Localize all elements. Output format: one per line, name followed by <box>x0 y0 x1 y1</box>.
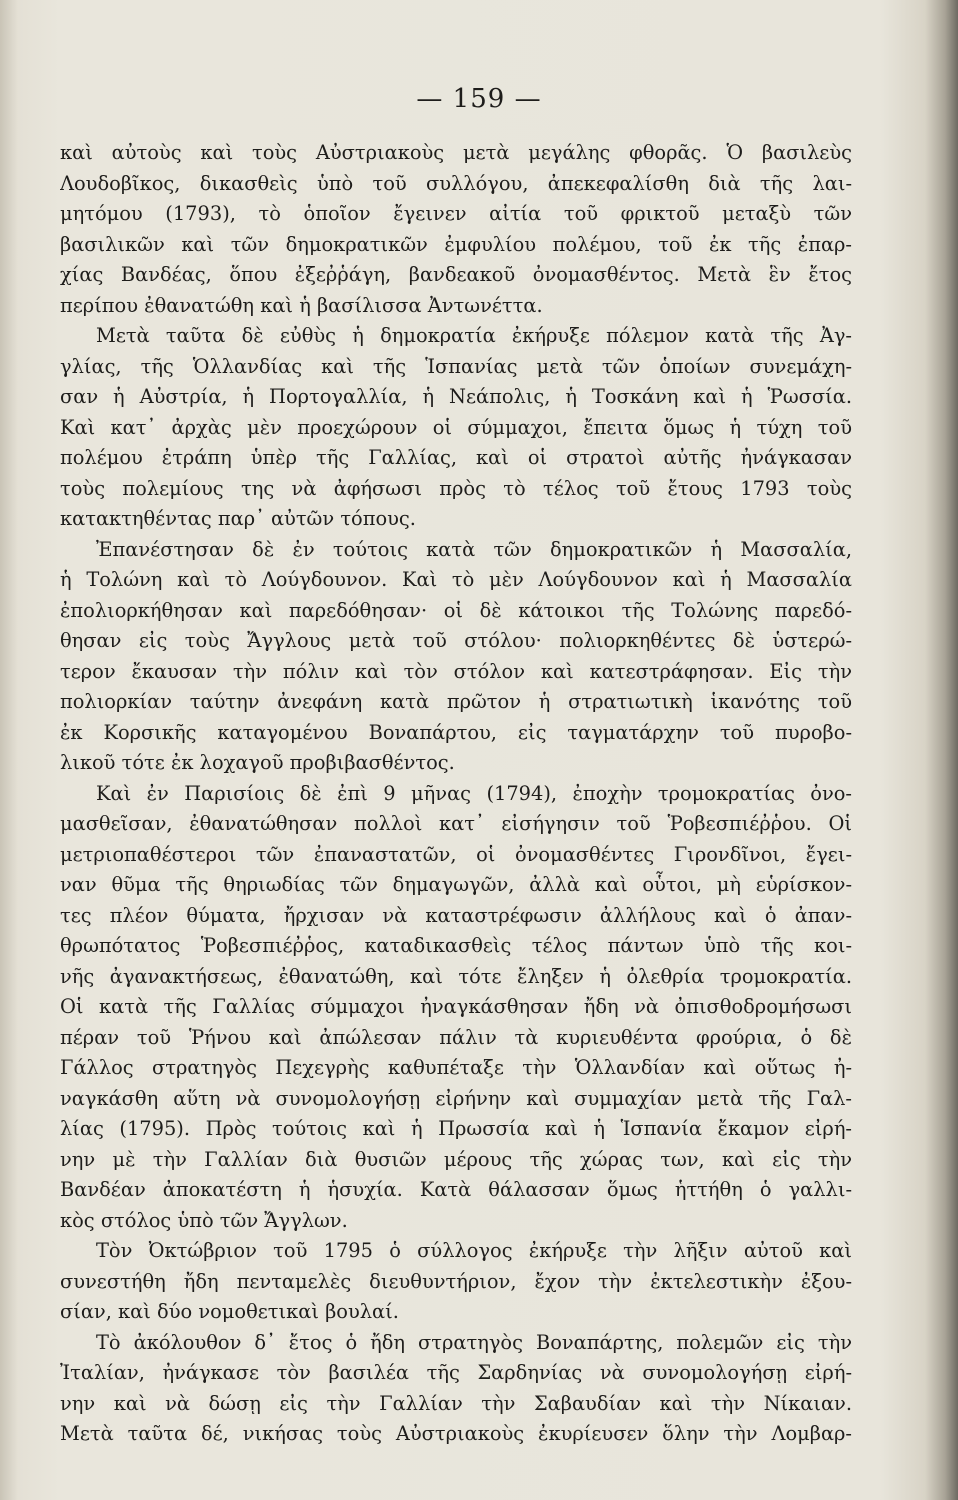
text-line: περίπου ἐθανατώθη καὶ ἡ βασίλισσα Ἀντωνέττα. <box>60 293 543 317</box>
text-line: πέραν τοῦ Ῥήνου καὶ ἀπώλεσαν πάλιν τὰ κυριευθέντα φρούρια, ὁ δὲ <box>60 1025 852 1049</box>
text-line: μετριοπαθέστεροι τῶν ἐπαναστατῶν, οἱ ὀνομασθέντες Γιρονδῖνοι, ἔγει- <box>60 842 852 866</box>
body-text <box>60 138 852 1450</box>
text-line: πολέμου ἐτράπη ὑπὲρ τῆς Γαλλίας, καὶ οἱ στρατοὶ αὐτῆς ἠνάγκασαν <box>60 446 852 469</box>
text-line: γλίας, τῆς Ὁλλανδίας καὶ τῆς Ἱσπανίας μετὰ τῶν ὁποίων συνεμάχη- <box>60 354 852 378</box>
text-line: συνεστήθη ἤδη πενταμελὲς διευθυντήριον, ἔχον τὴν ἐκτελεστικὴν ἐξου- <box>60 1269 852 1293</box>
text-line: καὶ αὐτοὺς καὶ τοὺς Αὐστριακοὺς μετὰ μεγάλης φθορᾶς. Ὁ βασιλεὺς <box>60 141 852 164</box>
paragraph-first-line: Ἐπανέστησαν δὲ ἐν τούτοις κατὰ τῶν δημοκρατικῶν ἡ Μασσαλία, <box>96 537 852 561</box>
text-line: Ἰταλίαν, ἠνάγκασε τὸν βασιλέα τῆς Σαρδηνίας νὰ συνομολογήσῃ εἰρή- <box>60 1361 852 1384</box>
text-line: πολιορκίαν ταύτην ἀνεφάνη κατὰ πρῶτον ἡ στρατιωτικὴ ἱκανότης τοῦ <box>60 690 852 713</box>
text-line: κατακτηθέντας παρ᾽ αὐτῶν τόπους. <box>60 507 416 530</box>
text-line: θρωπότατος Ῥοβεσπιέῤῥος, καταδικασθεὶς τέλος πάντων ὑπὸ τῆς κοι- <box>60 934 852 957</box>
text-line: κὸς στόλος ὑπὸ τῶν Ἄγγλων. <box>60 1208 348 1232</box>
text-line: Καὶ κατ᾽ ἀρχὰς μὲν προεχώρουν οἱ σύμμαχοι, ἔπειτα ὅμως ἡ τύχη τοῦ <box>60 415 852 439</box>
text-line: ἐπολιορκήθησαν καὶ παρεδόθησαν· οἱ δὲ κάτοικοι τῆς Τολώνης παρεδό- <box>60 598 852 622</box>
text-line: ἡ Τολώνη καὶ τὸ Λούγδουνον. Καὶ τὸ μὲν Λούγδουνον καὶ ἡ Μασσαλία <box>60 568 852 591</box>
page-number: — 159 — <box>416 84 542 114</box>
text-line: ναν θῦμα τῆς θηριωδίας τῶν δημαγωγῶν, ἀλλὰ καὶ οὗτοι, μὴ εὑρίσκον- <box>60 873 852 896</box>
text-line: μασθεῖσαν, ἐθανατώθησαν πολλοὶ κατ᾽ εἰσήγησιν τοῦ Ῥοβεσπιέῤῥου. Οἱ <box>60 812 852 835</box>
text-line: νῆς ἀγανακτήσεως, ἐθανατώθη, καὶ τότε ἔληξεν ἡ ὀλεθρία τρομοκρατία. <box>60 964 852 988</box>
paragraph-first-line: Καὶ ἐν Παρισίοις δὲ ἐπὶ 9 μῆνας (1794), ἐποχὴν τρομοκρατίας ὀνο- <box>96 781 852 805</box>
text-line: θησαν εἰς τοὺς Ἄγγλους μετὰ τοῦ στόλου· πολιορκηθέντες δὲ ὑστερώ- <box>60 629 852 652</box>
text-line: σίαν, καὶ δύο νομοθετικαὶ βουλαί. <box>60 1300 399 1323</box>
text-line: ἐκ Κορσικῆς καταγομένου Βοναπάρτου, εἰς ταγματάρχην τοῦ πυροβο- <box>60 720 852 744</box>
text-line: σαν ἡ Αὐστρία, ἡ Πορτογαλλία, ἡ Νεάπολις, ἡ Τοσκάνη καὶ ἡ Ῥωσσία. <box>60 385 852 408</box>
text-line: Μετὰ ταῦτα δέ, νικήσας τοὺς Αὐστριακοὺς ἐκυρίευσεν ὅλην τὴν Λομβαρ- <box>60 1422 852 1445</box>
paragraph-first-line: Μετὰ ταῦτα δὲ εὐθὺς ἡ δημοκρατία ἐκήρυξε πόλεμον κατὰ τῆς Ἀγ- <box>96 324 852 347</box>
paragraph-first-line: Τὸν Ὀκτώβριον τοῦ 1795 ὁ σύλλογος ἐκήρυξε τὴν λῆξιν αὐτοῦ καὶ <box>96 1239 852 1262</box>
text-line: λίας (1795). Πρὸς τούτοις καὶ ἡ Πρωσσία καὶ ἡ Ἱσπανία ἔκαμον εἰρή- <box>60 1117 852 1140</box>
text-line: Οἱ κατὰ τῆς Γαλλίας σύμμαχοι ἠναγκάσθησαν ἤδη νὰ ὀπισθοδρομήσωσι <box>60 995 852 1018</box>
text-line: νην μὲ τὴν Γαλλίαν διὰ θυσιῶν μέρους τῆς χώρας των, καὶ εἰς τὴν <box>60 1147 852 1171</box>
text-line: Βανδέαν ἀποκατέστη ἡ ἡσυχία. Κατὰ θάλασσαν ὅμως ἡττήθη ὁ γαλλι- <box>60 1178 852 1201</box>
text-line: νην καὶ νὰ δώσῃ εἰς τὴν Γαλλίαν τὴν Σαβαυδίαν καὶ τὴν Νίκαιαν. <box>60 1391 852 1415</box>
text-line: τερον ἔκαυσαν τὴν πόλιν καὶ τὸν στόλον καὶ κατεστράφησαν. Εἰς τὴν <box>60 659 852 683</box>
text-line: τες πλέον θύματα, ἤρχισαν νὰ καταστρέφωσιν ἀλλήλους καὶ ὁ ἀπαν- <box>60 903 852 927</box>
text-line: λικοῦ τότε ἐκ λοχαγοῦ προβιβασθέντος. <box>60 751 455 774</box>
text-line: τοὺς πολεμίους της νὰ ἀφήσωσι πρὸς τὸ τέλος τοῦ ἔτους 1793 τοὺς <box>60 476 852 500</box>
text-line: Γάλλος στρατηγὸς Πεχεγρὴς καθυπέταξε τὴν Ὁλλανδίαν καὶ οὕτως ἠ- <box>60 1056 852 1079</box>
paragraph-first-line: Τὸ ἀκόλουθον δ᾽ ἔτος ὁ ἤδη στρατηγὸς Βοναπάρτης, πολεμῶν εἰς τὴν <box>96 1330 852 1354</box>
text-line: μητόμου (1793), τὸ ὁποῖον ἔγεινεν αἰτία τοῦ φρικτοῦ μεταξὺ τῶν <box>60 202 852 225</box>
text-line: ναγκάσθη αὕτη νὰ συνομολογήσῃ εἰρήνην καὶ συμμαχίαν μετὰ τῆς Γαλ- <box>60 1086 852 1110</box>
text-line: βασιλικῶν καὶ τῶν δημοκρατικῶν ἐμφυλίου πολέμου, τοῦ ἐκ τῆς ἐπαρ- <box>60 232 852 256</box>
text-line: χίας Βανδέας, ὅπου ἐξεῤῥάγη, βανδεακοῦ ὀνομασθέντος. Μετὰ ἓν ἔτος <box>60 263 852 286</box>
text-line: Λουδοβῖκος, δικασθεὶς ὑπὸ τοῦ συλλόγου, ἀπεκεφαλίσθη διὰ τῆς λαι- <box>60 171 852 195</box>
